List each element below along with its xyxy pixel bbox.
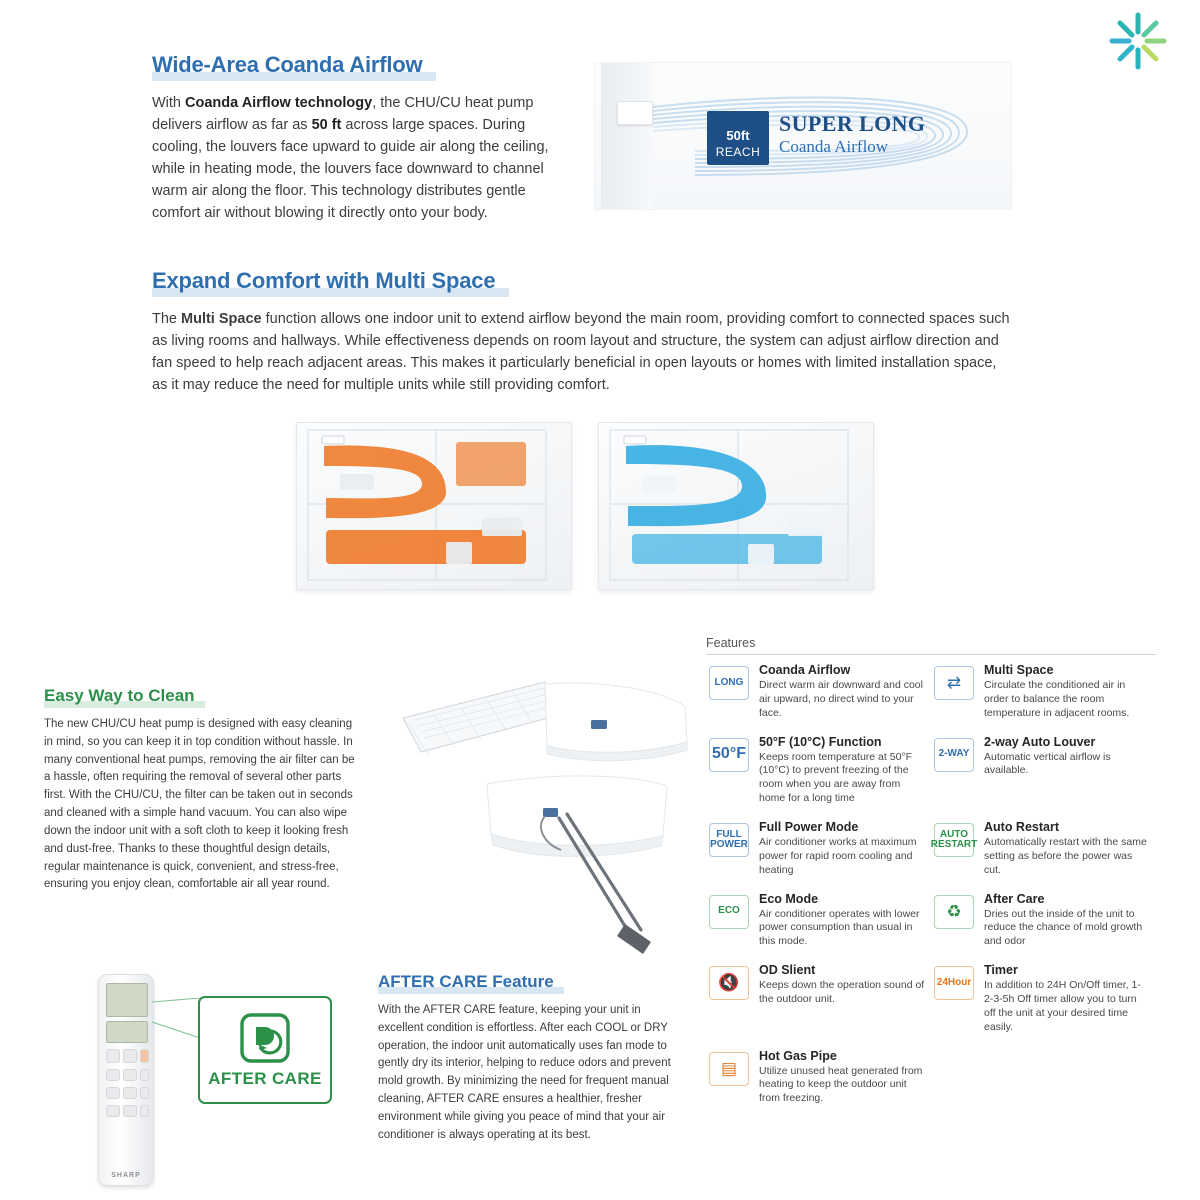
sharp-logo [1102, 10, 1174, 72]
feature-desc: Direct warm air downward and cool air upward, no direct wind to your face. [759, 679, 923, 719]
features-caption: Features [706, 636, 756, 650]
feature-icon-wrap [931, 820, 977, 860]
feature-icon-glyph: ▤ [720, 1058, 738, 1078]
remote-display [106, 983, 148, 1017]
feature-text [759, 1049, 925, 1107]
feature-icon-wrap [706, 663, 752, 703]
after-care-heading: AFTER CARE Feature [378, 972, 554, 991]
feature-icon-glyph: ⇄ [946, 673, 962, 692]
feature-title: Timer [984, 963, 1018, 978]
super-long-line2: Coanda Airflow [779, 137, 889, 156]
feature-icon-wrap [931, 663, 977, 703]
fifty-degree-icon [709, 738, 749, 772]
feature-text [984, 892, 1150, 950]
feature-item [706, 820, 931, 892]
feature-icon-text: 2-WAY [938, 748, 970, 760]
two-way-louver-icon [934, 738, 974, 772]
feature-icon-wrap [706, 735, 752, 775]
feature-text [759, 820, 925, 878]
feature-item [706, 963, 931, 1048]
remote-display-secondary [106, 1021, 148, 1043]
easy-clean-heading: Easy Way to Clean [44, 686, 195, 705]
reach-badge [707, 111, 769, 165]
feature-item [931, 663, 1156, 735]
coanda-body: With Coanda Airflow technology, the CHU/CU heat pump delivers airflow as far as 50 ft across large spaces. During cooling, the louvers face upward to guide air along the ceiling, while in heating mode, the louvers face downward to channel warm air along the floor. This technology distributes gentle comfort air without blowing it directly onto your body. [152, 95, 549, 222]
coanda-airflow-illustration [594, 62, 1012, 210]
feature-icon-wrap [706, 1049, 752, 1089]
after-care-icon [238, 1011, 292, 1065]
remote-button-cool[interactable] [106, 1049, 120, 1063]
feature-text [759, 963, 925, 1034]
feature-desc: Keeps down the operation sound of the outdoor unit. [759, 979, 925, 1006]
feature-icon-text: AUTO RESTART [930, 828, 978, 851]
feature-desc: Utilize unused heat generated from heating to keep the outdoor unit from freezing. [759, 1064, 923, 1105]
multi-space-icon [934, 666, 974, 700]
section-multi-space [152, 268, 1014, 396]
feature-title: Multi Space [984, 663, 1054, 677]
section-easy-clean [44, 686, 356, 894]
feature-title: After Care [984, 891, 1045, 906]
remote-button-mode[interactable] [106, 1105, 120, 1117]
features-panel [706, 636, 1156, 1120]
remote-button-heat[interactable] [123, 1049, 137, 1063]
feature-icon-wrap [706, 963, 752, 1003]
feature-item [706, 735, 931, 820]
feature-icon-glyph: ♻ [946, 901, 962, 921]
section-after-care [378, 972, 688, 1145]
hot-gas-pipe-icon [709, 1052, 749, 1086]
feature-title: OD Slient [759, 963, 816, 978]
feature-title: Coanda Airflow [759, 663, 851, 677]
reach-number: 50 [726, 128, 741, 143]
multi-space-body: The Multi Space function allows one indoor unit to extend airflow beyond the main room, providing comfort to connected spaces such as living rooms and hallways. While effectiveness depends on room layout and structure, the system can adjust airflow direction and fan speed to help reach adjacent areas. This makes it particularly beneficial in open layouts or homes with limited installation space, as it may reduce the need for multiple units while still providing comfort. [152, 311, 1010, 394]
remote-button-down[interactable] [140, 1087, 149, 1099]
feature-icon-text: 50°F [712, 745, 746, 763]
feature-desc: Circulate the conditioned air in order to balance the room temperature in adjacent rooms. [984, 679, 1130, 719]
remote-button-fan[interactable] [106, 1069, 120, 1081]
feature-icon-wrap [706, 820, 752, 860]
feature-item [706, 1049, 931, 1121]
remote-button-timer[interactable] [140, 1069, 149, 1081]
feature-desc: Automatically restart with the same setting as before the power was cut. [984, 836, 1147, 876]
od-silent-icon [709, 966, 749, 1000]
feature-icon-text: FULL POWER [710, 828, 748, 851]
feature-text [759, 663, 925, 721]
feature-desc: In addition to 24H On/Off timer, 1-2-3-5h Off timer allow you to turn off the unit at your desired time easily. [984, 979, 1141, 1033]
remote-control[interactable] [98, 974, 154, 1186]
feature-text [759, 735, 925, 806]
feature-title: Auto Restart [984, 820, 1060, 835]
coanda-long-icon [709, 666, 749, 700]
remote-button-power[interactable] [140, 1049, 149, 1063]
feature-text [759, 892, 925, 950]
room-illustration-cooling [598, 422, 874, 590]
coanda-heading: Wide-Area Coanda Airflow [152, 52, 423, 77]
remote-brand-label: SHARP [111, 1172, 141, 1179]
super-long-line1: SUPER LONG [779, 111, 926, 136]
feature-icon-text: 24Hour [936, 976, 972, 988]
feature-icon-glyph: 🔇 [718, 973, 740, 993]
feature-title: 50°F (10°C) Function [759, 734, 882, 749]
reach-word: REACH [715, 145, 761, 159]
feature-text [984, 820, 1150, 878]
feature-title: Full Power Mode [759, 820, 859, 835]
feature-title: Eco Mode [759, 891, 819, 906]
timer-icon [934, 966, 974, 1000]
feature-icon-wrap [706, 892, 752, 932]
feature-desc: Keeps room temperature at 50°F (10°C) to prevent freezing of the room when you are away from home for a long time [759, 750, 913, 805]
after-care-badge-label: AFTER CARE [208, 1069, 322, 1088]
auto-restart-icon [930, 823, 978, 857]
full-power-icon [709, 823, 749, 857]
feature-item [931, 892, 1156, 964]
after-care-icon [934, 895, 974, 929]
remote-button-up[interactable] [106, 1087, 120, 1099]
feature-icon-wrap [931, 735, 977, 775]
feature-text [984, 663, 1150, 721]
feature-desc: Air conditioner operates with lower power consumption than usual in this mode. [759, 907, 920, 948]
eco-mode-icon [709, 895, 749, 929]
feature-item [931, 963, 1156, 1048]
feature-icon-wrap [931, 963, 977, 1003]
feature-item [931, 820, 1156, 892]
remote-button-swing[interactable] [123, 1069, 137, 1081]
callout-lines [150, 998, 204, 1040]
section-coanda-airflow [152, 52, 572, 224]
after-care-badge [198, 996, 332, 1104]
remote-button-stop[interactable] [123, 1087, 137, 1099]
feature-text [984, 963, 1150, 1034]
feature-title: Hot Gas Pipe [759, 1048, 837, 1063]
multi-space-room-illustrations [296, 422, 874, 590]
feature-icon-wrap [931, 892, 977, 932]
multi-space-heading: Expand Comfort with Multi Space [152, 268, 496, 293]
remote-button-eco[interactable] [123, 1105, 137, 1117]
feature-item [931, 735, 1156, 820]
after-care-body: With the AFTER CARE feature, keeping your unit in excellent condition is effortless. After each COOL or DRY operation, the indoor unit automatically uses fan mode to gently dry its interior, helping to reduce odors and prevent mold growth. By minimizing the need for frequent manual cleaning, AFTER CARE ensures a healthier, fresher environment while giving you peace of mind that your air conditioner is always operating at its best. [378, 1004, 671, 1141]
feature-title: 2-way Auto Louver [984, 734, 1096, 749]
feature-desc: Air conditioner works at maximum power for rapid room cooling and heating [759, 836, 917, 876]
feature-icon-text: ECO [718, 905, 740, 917]
super-long-title [779, 111, 925, 157]
features-divider [706, 654, 1156, 655]
features-grid [706, 663, 1156, 1120]
easy-clean-body: The new CHU/CU heat pump is designed with easy cleaning in mind, so you can keep it in top condition without hassle. In many conventional heat pumps, removing the air filter can be a hassle, often requiring the removal of several other parts first. With the CHU/CU, the filter can be taken out in seconds and cleaned with a simple hand vacuum. You can also wipe down the indoor unit with a soft cloth to keep it looking fresh and dust-free. Thanks to these thoughtful design details, regular maintenance is quick, convenient, and stress-free, ensuring you enjoy clean, comfortable air all year round. [44, 718, 355, 891]
unit-cleaning-illustration [395, 668, 695, 958]
feature-icon-text: LONG [714, 676, 744, 688]
feature-desc: Automatic vertical airflow is available. [984, 750, 1111, 777]
feature-text [984, 735, 1150, 806]
feature-item [706, 892, 931, 964]
reach-unit: ft [740, 128, 750, 143]
feature-item [706, 663, 931, 735]
remote-button-reset[interactable] [140, 1105, 149, 1117]
room-illustration-heating [296, 422, 572, 590]
feature-desc: Dries out the inside of the unit to reduce the chance of mold growth and odor [984, 907, 1143, 948]
